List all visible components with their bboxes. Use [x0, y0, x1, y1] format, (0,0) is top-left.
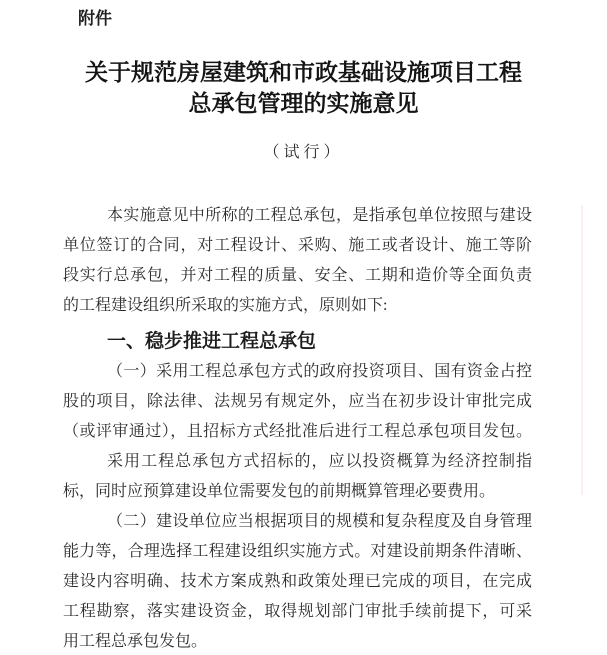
body-line: 用工程总承包发包。 [63, 633, 208, 650]
attachment-label: 附件 [78, 9, 112, 28]
body-line: 段实行总承包，并对工程的质量、安全、工期和造价等全面负责 [63, 267, 532, 284]
body-line: 能力等，合理选择工程建设组织实施方式。对建设前期条件清晰、 [63, 543, 532, 560]
body-line: 工程勘察，落实建设资金，取得规划部门审批手续前提下，可采 [63, 603, 532, 620]
document-title-line-2: 总承包管理的实施意见 [188, 91, 419, 116]
body-line: 单位签订的合同，对工程设计、采购、施工或者设计、施工等阶 [63, 237, 532, 254]
section-heading: 一、稳步推进工程总承包 [107, 331, 317, 352]
body-line: 的工程建设组织所采取的实施方式，原则如下: [63, 297, 388, 314]
body-line: 建设内容明确、技术方案成熟和政策处理已完成的项目，在完成 [63, 573, 532, 590]
body-line: 采用工程总承包方式招标的，应以投资概算为经济控制指 [107, 453, 532, 470]
scan-artifact-line [581, 205, 583, 495]
document-title-line-1: 关于规范房屋建筑和市政基础设施项目工程 [85, 60, 522, 85]
document-subtitle: （试行） [263, 144, 344, 161]
body-line: 标，同时应预算建设单位需要发包的前期概算管理必要费用。 [63, 483, 496, 500]
body-line: （或评审通过），且招标方式经批准后进行工程总承包项目发包。 [63, 423, 532, 440]
document-body [0, 201, 532, 655]
body-line: （一）采用工程总承包方式的政府投资项目、国有资金占控 [107, 363, 532, 380]
document-title [20, 57, 587, 119]
body-line: 本实施意见中所称的工程总承包，是指承包单位按照与建设 [107, 207, 532, 224]
body-line: （二）建设单位应当根据项目的规模和复杂程度及自身管理 [107, 513, 532, 530]
body-line: 股的项目，除法律、法规另有规定外，应当在初步设计审批完成 [63, 393, 532, 410]
